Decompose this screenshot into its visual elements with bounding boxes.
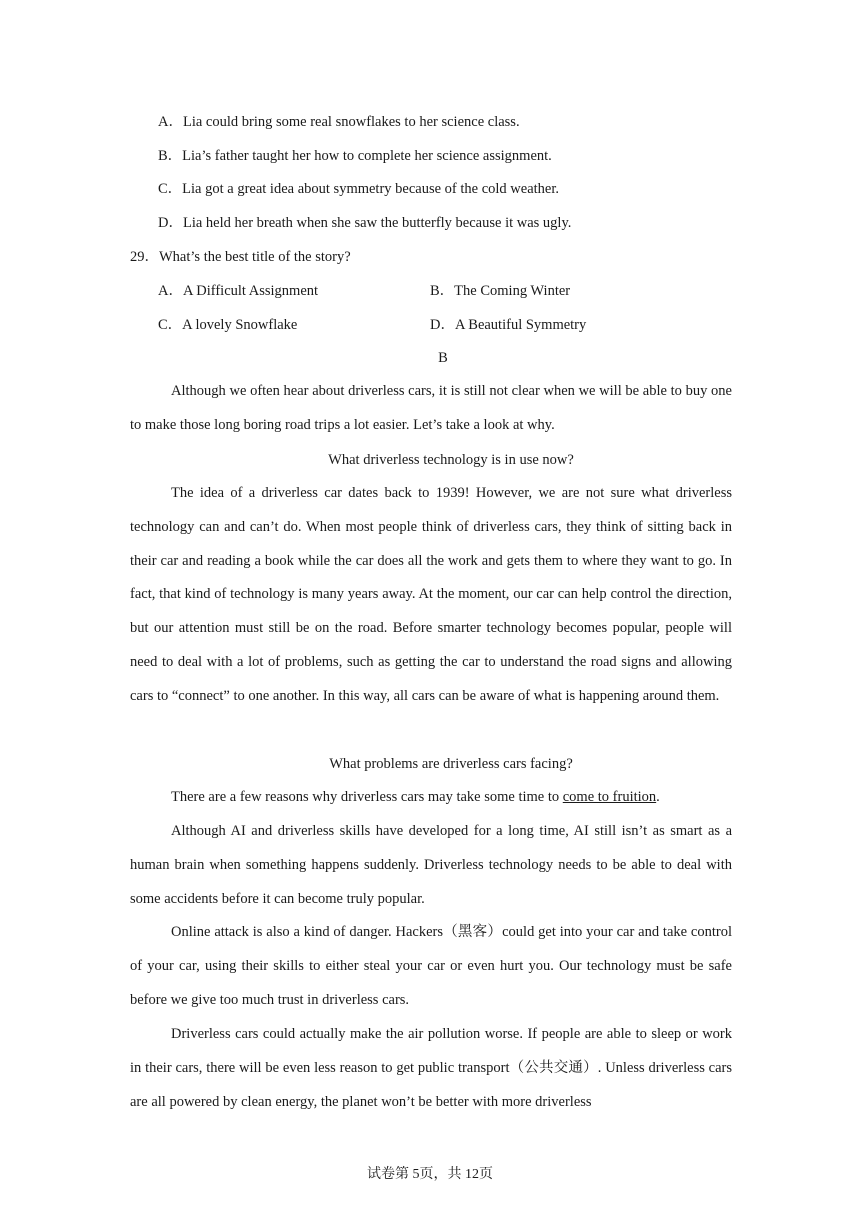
passage-intro: Although we often hear about driverless cars, it is still not clear when we will be able to buy one to make those long boring road trips a lot easier. Let’s take a look at why. <box>130 383 732 433</box>
page-footer: 试卷第 5页，共 12页 <box>367 1167 493 1182</box>
q28-option-d: D．Lia held her breath when she saw the butterfly because it was ugly. <box>158 215 572 231</box>
paragraph-2-end: . <box>656 789 660 805</box>
q29-option-b: B．The Coming Winter <box>430 283 571 299</box>
paragraph-3: Although AI and driverless skills have developed for a long time, AI still isn’t as smart as a human brain when something happens suddenly. Driverless technology needs to be able to deal with some accidents before it can become truly popular. <box>130 823 732 907</box>
paragraph-1: The idea of a driverless car dates back to 1939! However, we are not sure what driverless technology can and can’t do. When most people think of driverless cars, they think of sitting back in their car and reading a book while the car does all the work and gets them to where they want to go. In fact, that kind of technology is many years away. At the moment, our car can help control the direction, but our attention must still be on the road. Before smarter technology becomes popular, people will need to deal with a lot of problems, such as getting the car to understand the road signs and allowing cars to “connect” to one another. In this way, all cars can be aware of what is happening around them. <box>130 485 732 704</box>
q29-option-c: C．A lovely Snowflake <box>158 317 298 333</box>
paragraph-5: Driverless cars could actually make the air pollution worse. If people are able to sleep or work in their cars, there will be even less reason to get public transport（公共交通）. Unless driverless cars are all powered by clean energy, the planet won’t be better with more driverless <box>130 1026 732 1110</box>
underlined-phrase: come to fruition <box>562 789 657 805</box>
paragraph-2-text: There are a few reasons why driverless cars may take some time to <box>171 789 563 805</box>
paragraph-2 <box>130 781 732 815</box>
q28-option-c: C．Lia got a great idea about symmetry because of the cold weather. <box>158 181 560 197</box>
paragraph-4: Online attack is also a kind of danger. Hackers（黑客）could get into your car and take control of your car, using their skills to either steal your car or even hurt you. Our technology must be safe before we give too much trust in driverless cars. <box>130 924 732 1008</box>
q29-option-d: D．A Beautiful Symmetry <box>430 317 587 333</box>
q29-question: 29．What’s the best title of the story? <box>130 249 351 265</box>
section-heading-1: What driverless technology is in use now? <box>328 452 574 468</box>
q28-option-a: A．Lia could bring some real snowflakes to her science class. <box>158 114 520 130</box>
q29-option-a: A．A Difficult Assignment <box>158 283 319 299</box>
q28-option-b: B．Lia’s father taught her how to complete her science assignment. <box>158 148 552 164</box>
section-heading-2: What problems are driverless cars facing? <box>329 756 573 772</box>
passage-label: B <box>438 350 448 366</box>
